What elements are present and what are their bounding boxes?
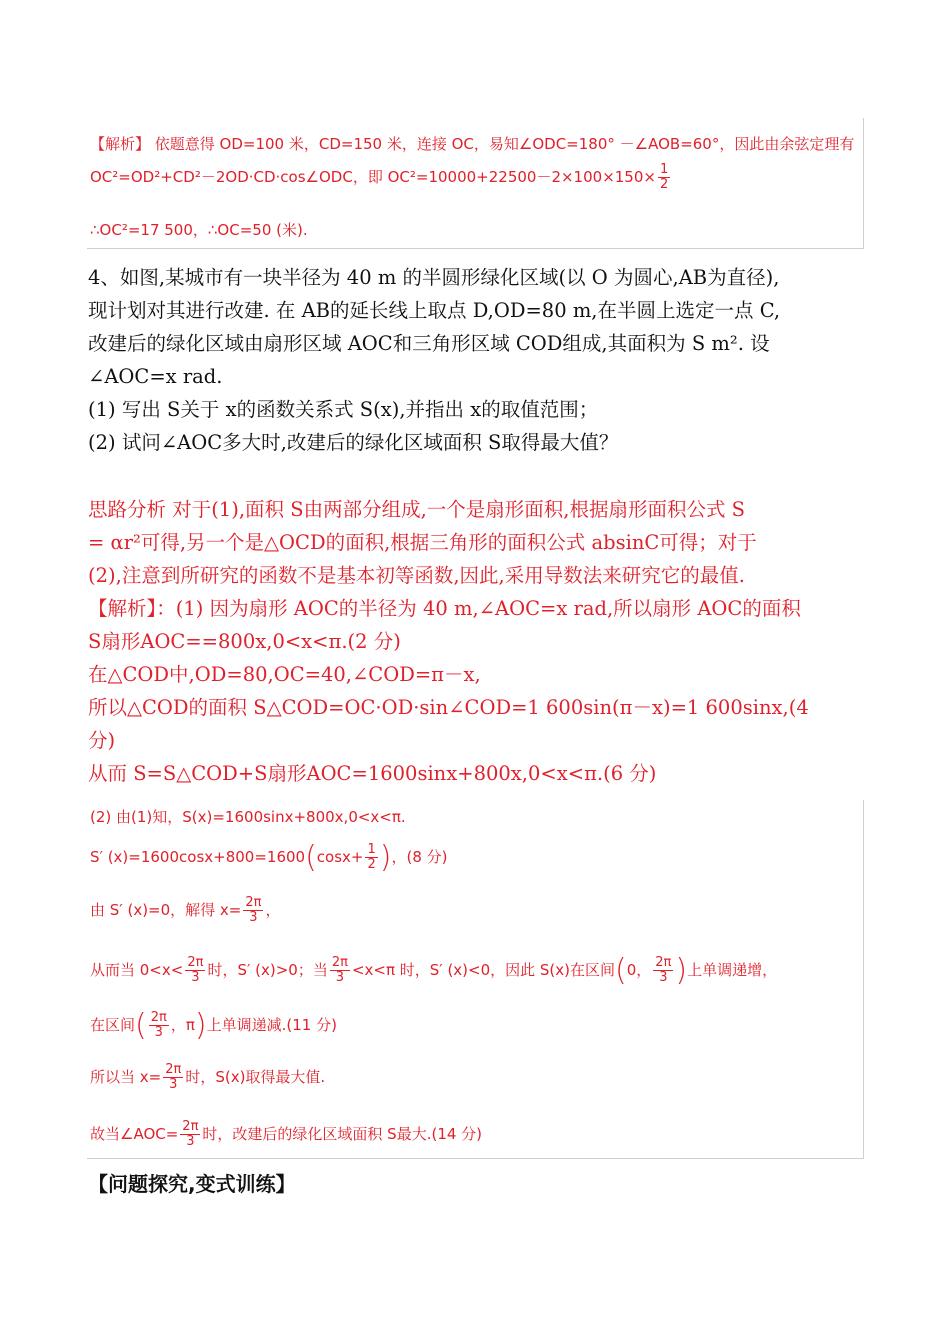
analysis-line: 从而 S=S△COD+S扇形AOC=1600sinx+800x,0<x<π.(6 分) xyxy=(88,762,657,785)
problem-statement xyxy=(88,261,780,459)
problem-line: (2) 试问∠AOC多大时,改建后的绿化区域面积 S取得最大值？ xyxy=(88,431,619,454)
box2-line1: (2) 由(1)知，S(x)=1600sinx+800x,0<x<π. xyxy=(90,808,406,826)
box1-line2: OC²=OD²+CD²－2OD·CD·cos∠ODC，即 OC²=10000+22500－2×100×150× $\frac{1}{2}$ xyxy=(90,162,669,192)
problem-line: (1) 写出 S关于 x的函数关系式 S(x),并指出 x的取值范围； xyxy=(88,398,599,421)
problem-line: 现计划对其进行改建. 在 AB的延长线上取点 D,OD=80 m,在半圆上选定一点 C, xyxy=(88,299,781,322)
box2-line5: 在区间( $\frac{2\pi}{3}$ ，π)上单调递减.(11 分) xyxy=(90,1008,337,1043)
problem-line: 改建后的绿化区域由扇形区域 AOC和三角形区域 COD组成,其面积为 S m². 设 xyxy=(88,332,770,355)
analysis-block xyxy=(88,493,809,790)
analysis-line: 【解析】：(1) 因为扇形 AOC的半径为 40 m,∠AOC=x rad,所以扇形 AOC的面积 xyxy=(88,597,801,620)
analysis-line: 思路分析 对于(1),面积 S由两部分组成,一个是扇形面积,根据扇形面积公式 S xyxy=(88,498,746,521)
section-heading: 【问题探究,变式训练】 xyxy=(88,1172,296,1196)
problem-line: ∠AOC=x rad. xyxy=(88,365,223,388)
box2-line3: 由 S′ (x)=0，解得 x= $\frac{2\pi}{3}$ ， xyxy=(90,895,281,925)
analysis-line: 在△COD中,OD=80,OC=40,∠COD=π－x, xyxy=(88,663,481,686)
problem-line: 4、如图,某城市有一块半径为 40 m 的半圆形绿化区域(以 O 为圆心,AB为直径), xyxy=(88,266,780,289)
analysis-line: 所以△COD的面积 S△COD=OC·OD·sin∠COD=1 600sin(π－x)=1 600sinx,(4 xyxy=(88,696,809,719)
analysis-line: (2),注意到所研究的函数不是基本初等函数,因此,采用导数法来研究它的最值. xyxy=(88,564,745,587)
box2-line6: 所以当 x= $\frac{2\pi}{3}$ 时，S(x)取得最大值. xyxy=(90,1062,326,1092)
box1-line1: 【解析】 依题意得 OD=100 米，CD=150 米，连接 OC，易知∠ODC=180° －∠AOB=60°，因此由余弦定理有 xyxy=(90,135,855,153)
box2-line7: 故当∠AOC= $\frac{2\pi}{3}$ 时，改建后的绿化区域面积 S最大.(14 分) xyxy=(90,1119,483,1149)
box1-line3: ∴OC²=17 500，∴OC=50 (米). xyxy=(90,221,308,239)
analysis-line: = αr²可得,另一个是△OCD的面积,根据三角形的面积公式 absinC可得；对于 xyxy=(88,531,757,554)
box2-line2: S′ (x)=1600cosx+800=1600(cosx+ $\frac{1}{2}$ )，(8 分) xyxy=(90,840,448,875)
analysis-line: S扇形AOC==800x,0<x<π.(2 分) xyxy=(88,630,401,653)
analysis-line: 分) xyxy=(88,729,116,752)
box2-line4: 从而当 0<x< $\frac{2\pi}{3}$ 时，S′ (x)>0；当 $\frac{2\pi}{3}$ <x<π 时，S′ (x)<0，因此 S(x)在区间(0， $\frac{2\pi}{3}$ )上单调递增， xyxy=(90,953,778,988)
